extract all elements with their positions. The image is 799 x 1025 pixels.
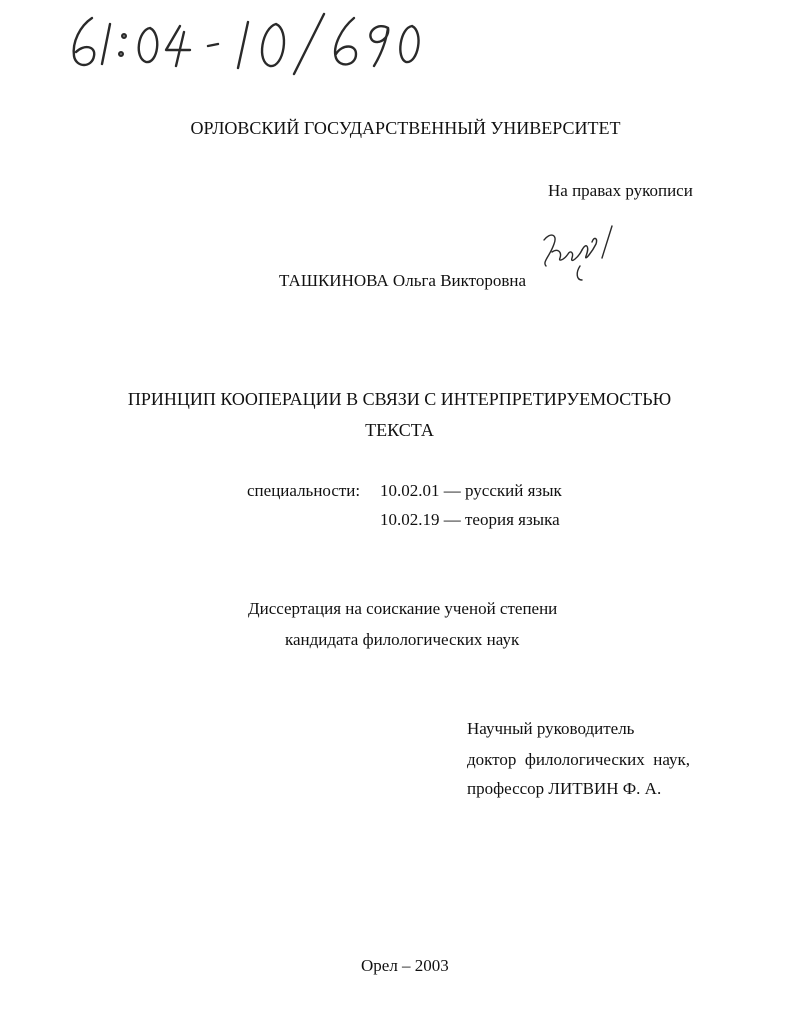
dissertation-title-line-1: ПРИНЦИП КООПЕРАЦИИ В СВЯЗИ С ИНТЕРПРЕТИРУЕМОСТЬЮ [127,389,672,409]
specialty-item: 10.02.19 — теория языка [380,510,560,529]
supervisor-title: Научный руководитель [467,719,635,738]
handwritten-archive-number [62,6,422,76]
supervisor-name: профессор ЛИТВИН Ф. А. [467,779,662,798]
author-signature [536,222,618,288]
specialties-label: специальности: [247,481,361,500]
dissertation-title-line-2: ТЕКСТА [365,420,434,440]
rights-note: На правах рукописи [548,181,693,200]
degree-line-2: кандидата филологических наук [285,630,520,649]
university-name: ОРЛОВСКИЙ ГОСУДАРСТВЕННЫЙ УНИВЕРСИТЕТ [190,118,621,138]
city-year: Орел – 2003 [361,956,449,975]
author-name: ТАШКИНОВА Ольга Викторовна [279,271,527,290]
specialty-item: 10.02.01 — русский язык [380,481,562,500]
supervisor-degree: доктор филологических наук, [467,750,691,769]
degree-line-1: Диссертация на соискание ученой степени [248,599,558,618]
